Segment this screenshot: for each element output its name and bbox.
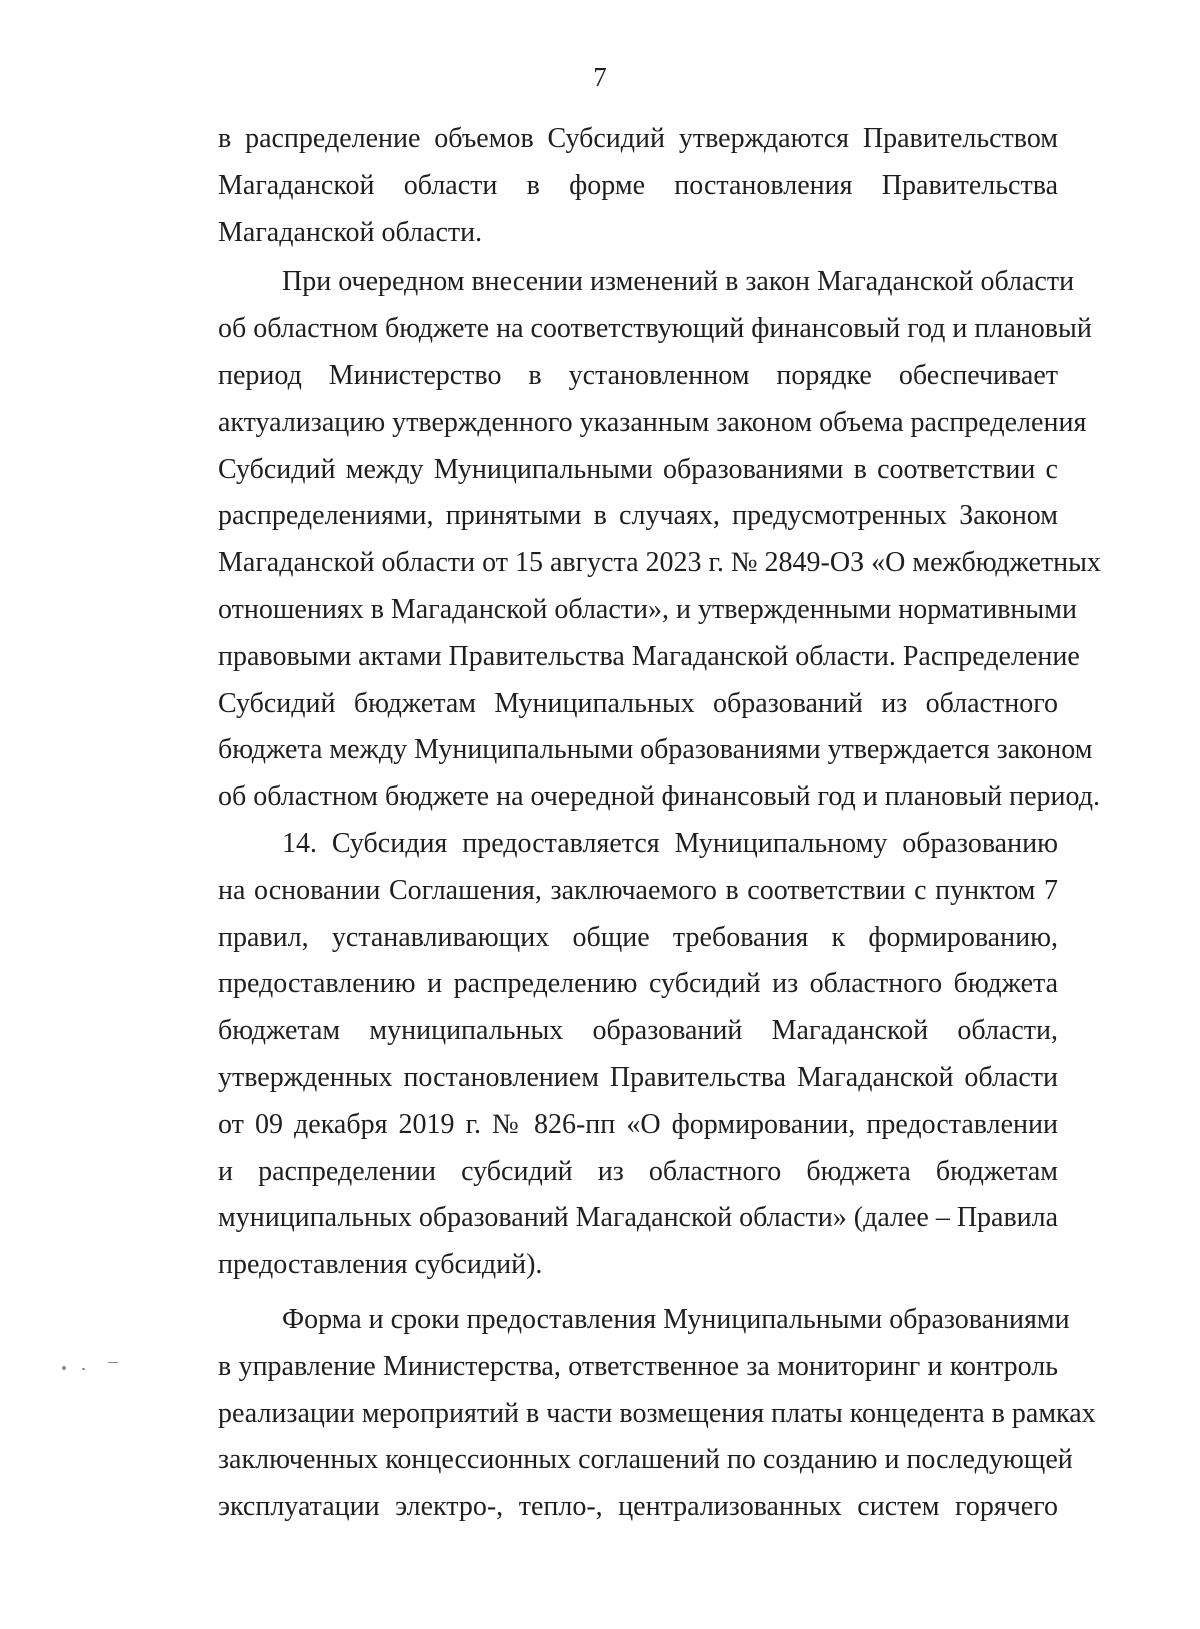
text-line: 14. Субсидия предоставляется Муниципальному образованию [282, 827, 1058, 859]
text-line: бюджетам муниципальных образований Магаданской области, [218, 1015, 1058, 1047]
text-line: отношениях в Магаданской области», и утвержденными нормативными [218, 593, 1077, 625]
text-line: утвержденных постановлением Правительства Магаданской области [218, 1061, 1058, 1093]
text-line: реализации мероприятий в части возмещения платы концедента в рамках [218, 1397, 1096, 1429]
text-line: Форма и сроки предоставления Муниципальными образованиями [282, 1303, 1070, 1335]
document-body [218, 116, 1101, 1531]
text-line: предоставления субсидий). [218, 1249, 543, 1281]
text-line: об областном бюджете на соответствующий финансовый год и плановый [218, 313, 1092, 345]
text-line: период Министерство в установленном порядке обеспечивает [218, 359, 1058, 391]
text-line: Субсидий между Муниципальными образованиями в соответствии с [218, 453, 1058, 485]
page-number: 7 [593, 62, 607, 92]
text-line: предоставлению и распределению субсидий из областного бюджета [218, 968, 1058, 1000]
text-line: на основании Соглашения, заключаемого в соответствии с пунктом 7 [218, 874, 1058, 906]
text-line: Магаданской области от 15 августа 2023 г. № 2849-ОЗ «О межбюджетных [218, 547, 1101, 579]
text-line: и распределении субсидий из областного бюджета бюджетам [218, 1155, 1058, 1187]
text-line: распределениями, принятыми в случаях, предусмотренных Законом [218, 500, 1058, 532]
text-line: Магаданской области в форме постановления Правительства [218, 169, 1058, 201]
text-line: Магаданской области. [218, 216, 483, 248]
text-line: правовыми актами Правительства Магаданской области. Распределение [218, 640, 1080, 672]
scan-specks [60, 1360, 130, 1380]
paragraph-1 [218, 116, 1058, 256]
paragraph-2 [218, 259, 1101, 821]
text-line: эксплуатации электро-, тепло-, централизованных систем горячего [218, 1491, 1058, 1523]
text-line: правил, устанавливающих общие требования к формированию, [218, 921, 1058, 953]
paragraph-3 [218, 821, 1058, 1289]
text-line: в управление Министерства, ответственное за мониторинг и контроль [218, 1350, 1058, 1382]
text-line: актуализацию утвержденного указанным законом объема распределения [218, 406, 1087, 438]
text-line: При очередном внесении изменений в закон Магаданской области [282, 266, 1075, 298]
text-line: Субсидий бюджетам Муниципальных образований из областного [218, 687, 1058, 719]
text-line: от 09 декабря 2019 г. № 826-пп «О формировании, предоставлении [218, 1108, 1058, 1140]
text-line: заключенных концессионных соглашений по созданию и последующей [218, 1444, 1073, 1476]
text-line: муниципальных образований Магаданской области» (далее – Правила [218, 1202, 1059, 1234]
text-line: в распределение объемов Субсидий утверждаются Правительством [218, 123, 1058, 154]
text-line: бюджета между Муниципальными образованиями утверждается законом [218, 734, 1093, 766]
text-line: об областном бюджете на очередной финансовый год и плановый период. [218, 781, 1100, 813]
paragraph-4 [218, 1297, 1096, 1531]
